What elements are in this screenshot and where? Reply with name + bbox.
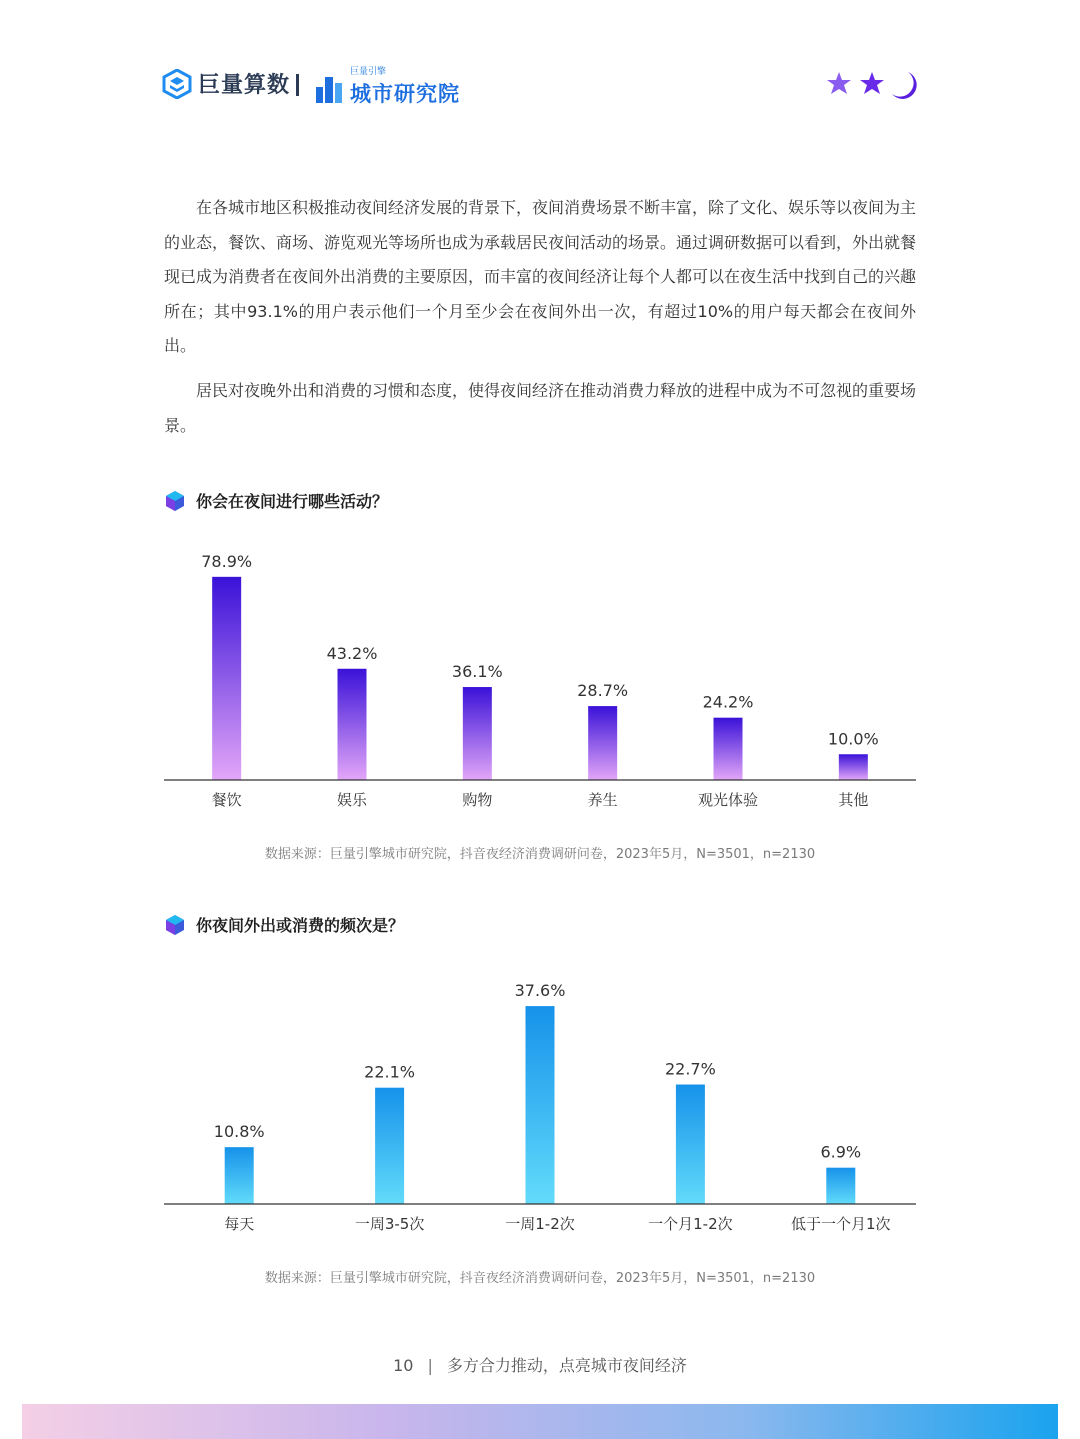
chart2-value-label-2: 37.6% (514, 981, 566, 1001)
star-icon (860, 72, 884, 94)
chart2-bar-2 (526, 1006, 555, 1204)
chart1-bar-0 (212, 577, 241, 780)
chart1-title-text: 你会在夜间进行哪些活动？ (196, 492, 389, 511)
intro-paragraph-1: 在各城市地区积极推动夜间经济发展的背景下，夜间消费场景不断丰富，除了文化、娱乐等以夜间为主的业态，餐饮、商场、游览观光等场所也成为承载居民夜间活动的场景。通过调研数据可以看到，外出就餐现已成为消费者在夜间外出消费的主要原因，而丰富的夜间经济让每个人都可以在夜生活中找到自己的兴趣所在；其中93.1%的用户表示他们一个月至少会在夜间外出一次，有超过10%的用户每天都会在夜间外出。 (164, 198, 917, 355)
chart2-category-label-2: 一周1-2次 (505, 1215, 575, 1233)
chart2-container (164, 968, 916, 1240)
chart2-value-label-1: 22.1% (364, 1062, 416, 1082)
chart1-value-label-5: 10.0% (827, 729, 879, 749)
chart2-bar-4 (826, 1168, 855, 1204)
chart2-source: 数据来源：巨量引擎城市研究院，抖音夜经济消费调研问卷，2023年5月，N=3501，n=2130 (264, 1271, 816, 1286)
footer-separator: | (427, 1356, 433, 1375)
chart2-category-label-3: 一个月1-2次 (648, 1215, 733, 1233)
page-header (162, 66, 918, 106)
suanshu-logo-text: 巨量算数 (198, 73, 291, 98)
chart2-value-label-4: 6.9% (820, 1142, 862, 1162)
chart1-value-label-3: 28.7% (577, 681, 629, 701)
chart1-category-label-2: 购物 (462, 791, 493, 809)
logo-divider (296, 74, 299, 96)
chart1-value-label-4: 24.2% (702, 692, 754, 712)
chart2-category-label-4: 低于一个月1次 (791, 1215, 891, 1233)
chart1-category-label-3: 养生 (587, 791, 618, 809)
chart1-container (164, 538, 916, 818)
juliang-suanshu-logo (162, 68, 290, 99)
city-institute-small-text: 巨量引擎 (350, 67, 387, 77)
page-footer (0, 1353, 1080, 1376)
chart2-category-label-0: 每天 (224, 1215, 255, 1233)
city-buildings-icon (314, 73, 344, 103)
footer-title: 多方合力推动，点亮城市夜间经济 (446, 1356, 687, 1375)
chart1-value-label-1: 43.2% (326, 643, 378, 663)
city-institute-logo (314, 68, 460, 108)
chart2-value-label-0: 10.8% (213, 1122, 265, 1142)
chart1-bar-1 (338, 669, 367, 780)
chart2-value-label-3: 22.7% (664, 1059, 716, 1079)
cube-bullet-icon (164, 490, 186, 512)
chart2-title-text: 你夜间外出或消费的频次是？ (196, 916, 405, 935)
chart1-bar-3 (588, 706, 617, 780)
city-institute-text: 城市研究院 (350, 82, 460, 106)
chart2-bar-3 (676, 1085, 705, 1204)
chart1-category-label-1: 娱乐 (336, 791, 368, 809)
chart2-bar-0 (225, 1147, 254, 1204)
cube-bullet-icon (164, 914, 186, 936)
chart2-category-label-1: 一周3-5次 (354, 1215, 425, 1233)
chart1-bar-4 (714, 718, 743, 780)
chart1-title (164, 489, 388, 512)
chart1-category-label-4: 观光体验 (697, 791, 759, 809)
chart1-bar-2 (463, 687, 492, 780)
chart1-bar-5 (839, 754, 868, 780)
chart2-svg (164, 968, 916, 1240)
suanshu-logo-icon (162, 69, 192, 99)
chart1-category-label-5: 其他 (838, 791, 869, 809)
chart2-bar-1 (375, 1088, 404, 1204)
chart1-value-label-0: 78.9% (201, 551, 253, 571)
intro-paragraph-2: 居民对夜晚外出和消费的习惯和态度，使得夜间经济在推动消费力释放的进程中成为不可忽视的重要场景。 (164, 381, 917, 435)
chart1-svg (164, 538, 916, 818)
bottom-gradient-bar (22, 1404, 1058, 1439)
chart1-value-label-2: 36.1% (451, 662, 503, 682)
chart1-source: 数据来源：巨量引擎城市研究院，抖音夜经济消费调研问卷，2023年5月，N=3501，n=2130 (264, 847, 816, 862)
star-icon (827, 72, 851, 94)
chart1-category-label-0: 餐饮 (211, 791, 242, 809)
page-number: 10 (393, 1356, 414, 1375)
chart2-title (164, 913, 404, 936)
moon-icon (892, 72, 917, 99)
stars-moon-decoration (826, 68, 918, 106)
